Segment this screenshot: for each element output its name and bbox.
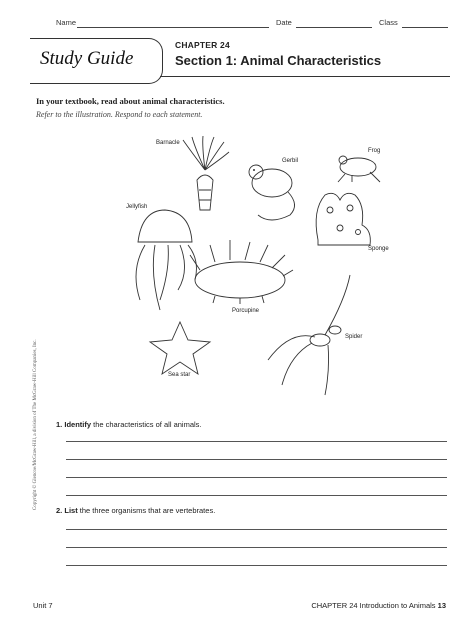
question-1-number: 1. (56, 420, 63, 429)
answer-line[interactable] (66, 495, 447, 496)
date-label: Date (276, 18, 292, 27)
question-1-verb: Identify (64, 420, 92, 429)
spider-drawing (268, 275, 350, 395)
footer-chapter-text: CHAPTER 24 Introduction to Animals (311, 601, 436, 610)
instruction-refer: Refer to the illustration. Respond to each statement. (36, 110, 203, 119)
section-title: Section 1: Animal Characteristics (175, 53, 382, 68)
porcupine-drawing (190, 240, 293, 304)
label-sponge: Sponge (368, 246, 389, 252)
class-label: Class (379, 18, 398, 27)
name-label: Name (56, 18, 77, 27)
label-porcupine: Porcupine (232, 308, 260, 314)
copyright-notice: Copyright © Glencoe/McGraw-Hill, a division of The McGraw-Hill Companies, Inc. (33, 339, 38, 510)
question-2-verb: List (64, 506, 78, 515)
label-sea-star: Sea star (168, 372, 191, 378)
answer-line[interactable] (66, 441, 447, 442)
study-guide-title: Study Guide (40, 48, 134, 69)
label-jellyfish: Jellyfish (126, 204, 148, 210)
answer-line[interactable] (66, 565, 447, 566)
instruction-read: In your textbook, read about animal characteristics. (36, 96, 225, 106)
answer-line[interactable] (66, 547, 447, 548)
frog-drawing (338, 156, 380, 182)
question-2 (56, 506, 215, 515)
label-frog: Frog (368, 148, 381, 154)
jellyfish-drawing (136, 210, 196, 310)
sea-star-drawing (150, 322, 210, 374)
label-barnacle: Barnacle (156, 140, 180, 146)
answer-line[interactable] (66, 477, 447, 478)
barnacle-drawing (183, 136, 229, 210)
gerbil-drawing (249, 165, 295, 220)
question-2-number: 2. (56, 506, 63, 515)
page-number: 13 (437, 601, 446, 610)
footer-unit: Unit 7 (33, 601, 53, 610)
label-gerbil: Gerbil (282, 158, 299, 164)
label-spider: Spider (345, 334, 363, 340)
answer-line[interactable] (66, 529, 447, 530)
question-2-text: the three organisms that are vertebrates. (77, 506, 216, 515)
footer-chapter (311, 601, 446, 610)
sponge-drawing (316, 193, 370, 245)
chapter-label: CHAPTER 24 (175, 40, 230, 50)
answer-line[interactable] (66, 459, 447, 460)
question-1 (56, 420, 202, 429)
question-1-text: the characteristics of all animals. (91, 420, 202, 429)
